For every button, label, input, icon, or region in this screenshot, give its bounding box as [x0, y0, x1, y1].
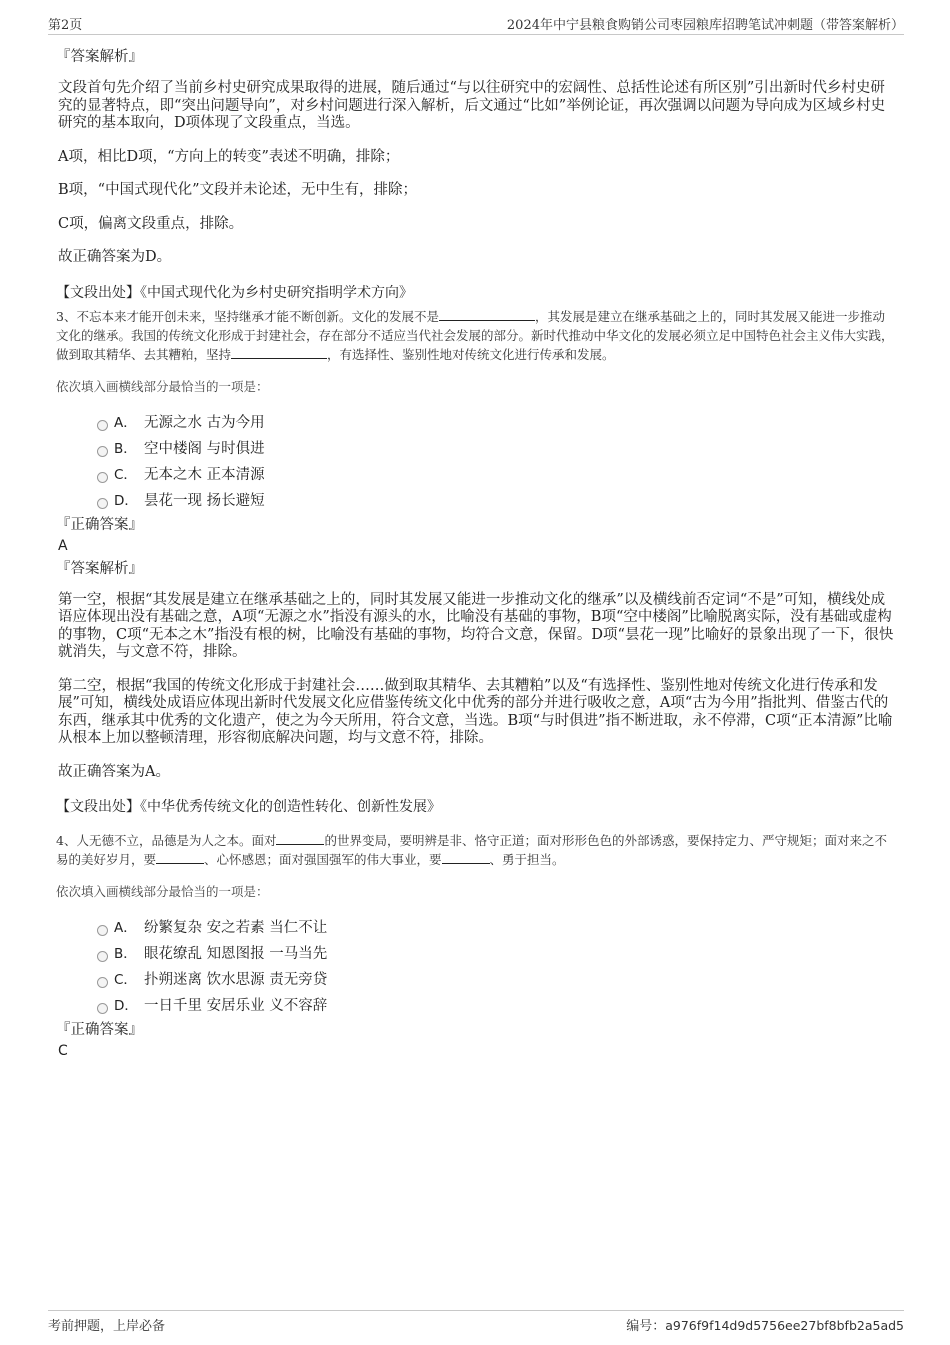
radio-icon[interactable]	[97, 977, 108, 988]
q4-option-d[interactable]: D． 一日千里 安居乐业 义不容辞	[56, 993, 896, 1019]
page-number: 第2页	[48, 18, 83, 33]
q3-conclusion: 故正确答案为A。	[58, 763, 170, 780]
q2-analysis-option-c: C项，偏离文段重点，排除。	[58, 215, 244, 232]
blank-line	[276, 832, 324, 845]
q4-correct-answer: C	[58, 1043, 68, 1059]
radio-icon[interactable]	[97, 446, 108, 457]
q3-question-text: 3、不忘本来才能开创未来，坚持继承才能不断创新。文化的发展不是 ，其发展是建立在继承基础之上的，同时其发展又能进一步推动文化的继承。我国的传统文化形成于封建社会，存在部分不适应当代社会发展的部分。新时代推动中华文化的发展必须立足中国特色社会主义伟大实践，做到取其精华、去其糟粕，坚持 ，有选择性、鉴别性地对传统文化进行传承和发展。	[56, 308, 894, 362]
blank-line	[156, 851, 204, 864]
q3-option-b[interactable]: B． 空中楼阁 与时俱进	[56, 436, 896, 462]
q3-analysis-first-blank: 第一空，根据“其发展是建立在继承基础之上的，同时其发展又能进一步推动文化的继承”以及横线前否定词“不是”可知，横线处成语应体现出没有基础之意，A项“无源之水”指没有源头的水，比喻没有基础的事物，B项“空中楼阁”比喻脱离实际，没有基础或虚构的事物，C项“无本之木”指没有根的树，比喻没有基础的事物，均符合文意，保留。D项“昙花一现”比喻好的景象出现了一下，很快就消失，与文意不符，排除。	[58, 591, 894, 660]
q4-prompt: 依次填入画横线部分最恰当的一项是：	[56, 884, 269, 899]
q4-option-b[interactable]: B． 眼花缭乱 知恩图报 一马当先	[56, 941, 896, 967]
radio-icon[interactable]	[97, 472, 108, 483]
q4-option-a[interactable]: A． 纷繁复杂 安之若素 当仁不让	[56, 915, 896, 941]
page-footer	[48, 1310, 904, 1335]
q3-option-d[interactable]: D． 昙花一现 扬长避短	[56, 488, 896, 514]
blank-line	[231, 346, 327, 359]
document-code: 编号：a976f9f14d9d5756ee27bf8bfb2a5ad5	[626, 1318, 904, 1334]
q3-options	[56, 410, 896, 514]
q3-option-c[interactable]: C． 无本之木 正本清源	[56, 462, 896, 488]
q3-option-a[interactable]: A． 无源之水 古为今用	[56, 410, 896, 436]
correct-answer-label: 『正确答案』	[56, 1022, 143, 1038]
document-content	[56, 46, 896, 1063]
radio-icon[interactable]	[97, 951, 108, 962]
q3-correct-answer: A	[58, 537, 68, 554]
q2-analysis-paragraph: 文段首句先介绍了当前乡村史研究成果取得的进展，随后通过“与以往研究中的宏阔性、总括性论述有所区别”引出新时代乡村史研究的显著特点，即“突出问题导向”，对乡村问题进行深入解析，后文通过“比如”举例论证，再次强调以问题为导向成为区域乡村史研究的基本取向，D项体现了文段重点，当选。	[58, 80, 886, 131]
q4-options	[56, 915, 896, 1019]
q2-analysis-option-b: B项，“中国式现代化”文段并未论述，无中生有，排除；	[58, 182, 417, 198]
q2-analysis-option-a: A项，相比D项，“方向上的转变”表述不明确，排除；	[58, 148, 400, 165]
q4-question-text: 4、人无德不立，品德是为人之本。面对 的世界变局，要明辨是非、恪守正道；面对形形色色的外部诱惑，要保持定力、严守规矩；面对来之不易的美好岁月，要 、心怀感恩；面对强国强军的伟大事业，要 、勇于担当。	[56, 833, 887, 867]
radio-icon[interactable]	[97, 1003, 108, 1014]
footer-slogan: 考前押题，上岸必备	[48, 1319, 166, 1334]
q3-analysis-second-blank: 第二空，根据“我国的传统文化形成于封建社会……做到取其精华、去其糟粕”以及“有选择性、鉴别性地对传统文化进行传承和发展”可知，横线处成语应体现出新时代发展文化应借鉴传统文化中优秀的部分并进行吸收之意，A项“古为今用”指批判、借鉴古代的东西，继承其中优秀的文化遗产，使之为今天所用，符合文意，当选。B项“与时俱进”指不断进取，永不停滞，C项“正本清源”比喻从根本上加以整顿清理，形容彻底解决问题，均与文意不符，排除。	[58, 677, 893, 746]
q2-source: 【文段出处】《中国式现代化为乡村史研究指明学术方向》	[56, 284, 413, 301]
radio-icon[interactable]	[97, 420, 108, 431]
q3-source: 【文段出处】《中华优秀传统文化的创造性转化、创新性发展》	[56, 799, 441, 815]
q2-conclusion: 故正确答案为D。	[58, 249, 172, 265]
analysis-label: 『答案解析』	[56, 49, 143, 65]
analysis-label: 『答案解析』	[56, 560, 143, 577]
q4-option-c[interactable]: C． 扑朔迷离 饮水思源 责无旁贷	[56, 967, 896, 993]
page-header	[48, 14, 904, 35]
radio-icon[interactable]	[97, 925, 108, 936]
correct-answer-label: 『正确答案』	[56, 516, 143, 533]
document-title: 2024年中宁县粮食购销公司枣园粮库招聘笔试冲刺题（带答案解析）	[506, 18, 904, 33]
q3-prompt: 依次填入画横线部分最恰当的一项是：	[56, 378, 269, 394]
blank-line	[442, 851, 490, 864]
blank-line	[439, 308, 535, 321]
radio-icon[interactable]	[97, 498, 108, 509]
